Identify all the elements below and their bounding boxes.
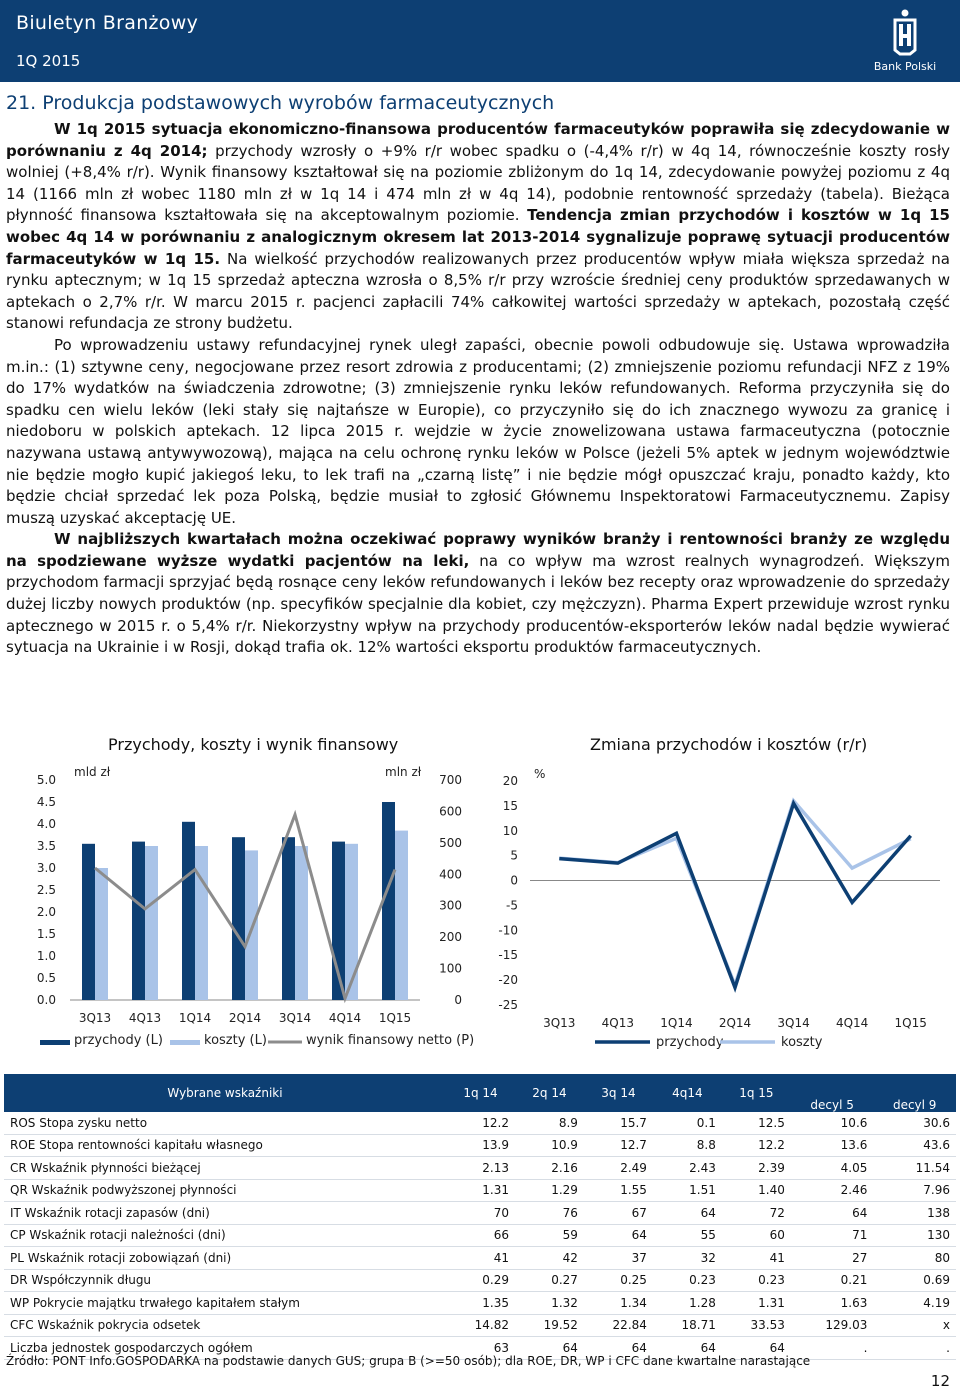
legend-swatch-koszty xyxy=(170,1040,200,1045)
indicator-value: 64 xyxy=(584,1224,653,1247)
indicator-value: 0.27 xyxy=(515,1269,584,1292)
legend-label-koszty: koszty xyxy=(781,1035,823,1050)
y-tick-left: 3.0 xyxy=(36,861,56,875)
chart-yoy-change xyxy=(480,750,950,1070)
y-tick: 0 xyxy=(510,873,518,888)
legend-swatch-przychody xyxy=(40,1040,70,1045)
y-tick-left: 4.0 xyxy=(36,817,56,831)
indicator-value: 72 xyxy=(722,1202,791,1225)
indicator-value: 8.9 xyxy=(515,1112,584,1134)
article-body xyxy=(6,119,950,659)
paragraph xyxy=(6,119,950,335)
table-row xyxy=(4,1179,956,1202)
x-tick-label: 3Q14 xyxy=(777,1016,810,1030)
indicator-value: 12.2 xyxy=(446,1112,515,1134)
y-tick-right: 300 xyxy=(439,898,462,913)
indicator-value: 1.51 xyxy=(653,1179,722,1202)
chart2-title: Zmiana przychodów i kosztów (r/r) xyxy=(590,735,868,754)
y-tick: -15 xyxy=(498,948,518,963)
text-run: Na wielkość przychodów realizowanych przez producentów wpływ miała większa sprzedaż na rynku aptecznym; w 1q 15 sprzedaż apteczna wzrosła o 8,5% r/r przy wzroście średniej ceny produktów sprzedawanych w aptekach o 2,7% r/r. W marcu 2015 r. pacjenci zapłacili 74% całkowitej wartości sprzedaży w aptekach, pozostałą część stanowi refundacja ze strony budżetu. xyxy=(6,249,950,333)
y-tick-right: 400 xyxy=(439,867,462,882)
indicator-name: WP Pokrycie majątku trwałego kapitałem stałym xyxy=(4,1292,446,1315)
line-koszty xyxy=(559,801,910,985)
indicator-name: CR Wskaźnik płynności bieżącej xyxy=(4,1157,446,1180)
indicator-value: 4.19 xyxy=(873,1292,956,1315)
indicator-name: ROS Stopa zysku netto xyxy=(4,1112,446,1134)
indicator-value: 13.9 xyxy=(446,1134,515,1157)
bank-name: Bank Polski xyxy=(873,60,937,73)
indicator-name: CP Wskaźnik rotacji należności (dni) xyxy=(4,1224,446,1247)
indicator-name: DR Współczynnik długu xyxy=(4,1269,446,1292)
x-tick-label: 3Q13 xyxy=(78,1011,112,1025)
indicator-value: 70 xyxy=(446,1202,515,1225)
indicator-value: 4.05 xyxy=(791,1157,874,1180)
indicator-value: 1.34 xyxy=(584,1292,653,1315)
x-tick-label: 2Q14 xyxy=(718,1016,752,1030)
indicator-value: 41 xyxy=(446,1247,515,1270)
y-tick-left: 2.5 xyxy=(36,883,56,897)
bar-przychody xyxy=(282,837,295,1000)
indicator-value: 64 xyxy=(722,1337,791,1360)
indicator-value: 10.9 xyxy=(515,1134,584,1157)
y-tick-right: 700 xyxy=(439,773,462,787)
indicator-value: 2.46 xyxy=(791,1179,874,1202)
indicator-value: 0.21 xyxy=(791,1269,874,1292)
bulletin-period: 1Q 2015 xyxy=(16,52,81,70)
paragraph xyxy=(6,335,950,529)
bar-koszty xyxy=(195,846,208,1000)
indicator-value: 1.35 xyxy=(446,1292,515,1315)
text-run: Po wprowadzeniu ustawy refundacyjnej rynek uległ zapaści, obecnie powoli odbudowuje się. Ustawa wprowadziła m.in.: (1) sztywne ceny, negocjowane przez resort zdrowia z producentami; (2) zmniejszenie poziomu refundacji NFZ z 19% do 17% wydatków na świadczenia zdrowotne; (3) zmniejszenie rynku leków refundowanych. Reforma przyczyniła się do spadku cen wielu leków (leki stały się najtańsze w Europie), co przyczyniło się do ich znacznego wywozu za granicę i niedoboru w polskich aptekach. 12 lipca 2015 r. wejdzie w życie znowelizowana ustawa farmaceutyczna (potocznie nazywana ustawą antywywozową), mająca na celu ochronę rynku leków w Polsce (jeżeli 5% aptek w jednym województwie nie będzie mogło kupić jakiegoś leku, to lek trafi na „czarną listę” i nie będzie mógł opuszczać kraju, ponadto każdy, kto będzie chciał sprzedać lek poza Polską, będzie musiał to zgłosić Głównemu Inspektoratowi Farmaceutycznemu. Zapisy muszą uzyskać akceptację UE. xyxy=(6,335,950,527)
indicator-value: 64 xyxy=(515,1337,584,1360)
x-tick-label: 3Q14 xyxy=(278,1011,312,1025)
indicator-value: 32 xyxy=(653,1247,722,1270)
indicator-value: 43.6 xyxy=(873,1134,956,1157)
table-row xyxy=(4,1292,956,1315)
y-tick-right: 600 xyxy=(439,804,462,819)
indicator-value: 41 xyxy=(722,1247,791,1270)
bulletin-title: Biuletyn Branżowy xyxy=(16,12,199,34)
indicator-value: 30.6 xyxy=(873,1112,956,1134)
indicator-value: 0.25 xyxy=(584,1269,653,1292)
right-unit-label: mln zł xyxy=(385,765,422,779)
column-header: 2q 14 xyxy=(515,1074,584,1112)
indicator-value: 71 xyxy=(791,1224,874,1247)
bold-text: W 1q 2015 sytuacja ekonomiczno-finansowa producentów farmaceutyków poprawiła się zdecydowanie w porównaniu z 4q 2014; xyxy=(6,120,950,160)
indicator-value: 63 xyxy=(446,1337,515,1360)
y-tick-left: 3.5 xyxy=(36,839,56,853)
indicator-value: 138 xyxy=(873,1202,956,1225)
indicator-value: 15.7 xyxy=(584,1112,653,1134)
table-row xyxy=(4,1112,956,1134)
x-tick-label: 1Q14 xyxy=(660,1016,693,1030)
column-header: 1q 15 xyxy=(722,1074,791,1112)
x-tick-label: 4Q14 xyxy=(328,1011,362,1025)
bar-przychody xyxy=(132,842,145,1000)
column-header: 4q14 xyxy=(653,1074,722,1112)
indicators-table xyxy=(4,1074,956,1360)
bar-koszty xyxy=(395,831,408,1000)
indicator-value: 18.71 xyxy=(653,1314,722,1337)
legend-label-przychody: przychody xyxy=(656,1035,724,1050)
section-title: 21. Produkcja podstawowych wyrobów farmaceutycznych xyxy=(6,92,555,114)
indicator-value: 0.29 xyxy=(446,1269,515,1292)
indicator-value: 0.23 xyxy=(722,1269,791,1292)
indicator-value: 2.39 xyxy=(722,1157,791,1180)
indicator-value: 33.53 xyxy=(722,1314,791,1337)
bar-przychody xyxy=(232,837,245,1000)
y-tick-right: 500 xyxy=(439,835,462,850)
x-tick-label: 3Q13 xyxy=(543,1016,576,1030)
bar-koszty xyxy=(345,844,358,1000)
table-row xyxy=(4,1202,956,1225)
x-tick-label: 1Q15 xyxy=(894,1016,927,1030)
indicator-value: 55 xyxy=(653,1224,722,1247)
column-header: decyl 5 xyxy=(791,1074,874,1112)
legend-label-koszty: koszty (L) xyxy=(204,1033,267,1048)
indicator-value: 12.5 xyxy=(722,1112,791,1134)
indicator-value: 64 xyxy=(791,1202,874,1225)
indicator-value: . xyxy=(791,1337,874,1360)
indicator-value: 1.28 xyxy=(653,1292,722,1315)
indicator-value: . xyxy=(873,1337,956,1360)
page-number: 12 xyxy=(930,1372,950,1390)
text-run: na co wpływ ma wzrost realnych wynagrodzeń. Większym przychodom farmacji sprzyjać będą rosnące ceny leków refundowanych i leków bez recepty oraz wprowadzenie do sprzedaży dużej liczby nowych produktów (np. specyfików specjalnie dla kobiet, czy mężczyzn). Pharma Expert przewiduje wzrost rynku aptecznego w 2015 r. o 5,4% r/r. Niekorzystny wpływ na przychody producentów-eksporterów leków nadal będzie wywierać sytuacja na Ukrainie i w Rosji, dokąd trafia ok. 12% wartości eksportu produktów farmaceutycznych. xyxy=(6,551,950,657)
y-tick: 5 xyxy=(510,848,518,863)
indicator-value: 1.55 xyxy=(584,1179,653,1202)
column-header: Wybrane wskaźniki xyxy=(4,1074,446,1112)
bold-text: W najbliższych kwartałach można oczekiwać poprawy wyników branży i rentowności branży ze względu na spodziewane wyższe wydatki pacjentów na leki, xyxy=(6,530,950,570)
x-tick-label: 4Q13 xyxy=(601,1016,635,1030)
y-tick: -5 xyxy=(506,898,518,913)
indicator-name: Liczba jednostek gospodarczych ogółem xyxy=(4,1337,446,1360)
indicator-value: 1.31 xyxy=(446,1179,515,1202)
indicator-name: ROE Stopa rentowności kapitału własnego xyxy=(4,1134,446,1157)
y-tick-left: 2.0 xyxy=(36,905,56,919)
indicator-value: 37 xyxy=(584,1247,653,1270)
indicator-value: 13.6 xyxy=(791,1134,874,1157)
table-row xyxy=(4,1224,956,1247)
indicator-value: 1.32 xyxy=(515,1292,584,1315)
table-header-row xyxy=(4,1074,956,1112)
bank-logo xyxy=(868,6,942,78)
y-tick-right: 100 xyxy=(439,961,462,976)
indicator-value: 0.23 xyxy=(653,1269,722,1292)
indicator-value: 60 xyxy=(722,1224,791,1247)
chart-revenue-costs-result xyxy=(0,750,480,1070)
table-row xyxy=(4,1314,956,1337)
indicator-name: PL Wskaźnik rotacji zobowiązań (dni) xyxy=(4,1247,446,1270)
legend-label-wynik: wynik finansowy netto (P) xyxy=(306,1033,475,1048)
indicator-value: 129.03 xyxy=(791,1314,874,1337)
indicator-value: 1.29 xyxy=(515,1179,584,1202)
y-tick: 20 xyxy=(502,774,518,788)
paragraph xyxy=(6,529,950,659)
indicator-value: 27 xyxy=(791,1247,874,1270)
indicator-value: 66 xyxy=(446,1224,515,1247)
y-tick-left: 5.0 xyxy=(36,773,56,787)
indicator-value: 2.13 xyxy=(446,1157,515,1180)
y-tick: -20 xyxy=(498,973,518,988)
indicator-value: 1.31 xyxy=(722,1292,791,1315)
indicator-value: 2.43 xyxy=(653,1157,722,1180)
y-tick-left: 1.0 xyxy=(36,949,56,963)
column-header: 3q 14 xyxy=(584,1074,653,1112)
indicator-value: 64 xyxy=(653,1202,722,1225)
indicator-value: 11.54 xyxy=(873,1157,956,1180)
column-header: 1q 14 xyxy=(446,1074,515,1112)
indicator-value: 59 xyxy=(515,1224,584,1247)
indicator-value: 80 xyxy=(873,1247,956,1270)
bank-logo-icon xyxy=(868,6,942,60)
y-tick-left: 0.5 xyxy=(36,971,56,985)
source-note: Źródło: PONT Info.GOSPODARKA na podstawie danych GUS; grupa B (>=50 osób); dla ROE, DR, WP i CFC dane kwartalne narastające xyxy=(6,1354,811,1368)
table-row xyxy=(4,1247,956,1270)
indicator-value: 19.52 xyxy=(515,1314,584,1337)
y-tick-right: 200 xyxy=(439,930,462,945)
indicator-value: 67 xyxy=(584,1202,653,1225)
indicator-value: x xyxy=(873,1314,956,1337)
y-tick: 15 xyxy=(502,798,518,813)
legend-label-przychody: przychody (L) xyxy=(74,1033,163,1048)
indicator-value: 8.8 xyxy=(653,1134,722,1157)
x-tick-label: 4Q13 xyxy=(128,1011,162,1025)
indicator-value: 14.82 xyxy=(446,1314,515,1337)
y-tick-left: 1.5 xyxy=(36,927,56,941)
bar-koszty xyxy=(295,846,308,1000)
y-tick: -10 xyxy=(498,923,518,938)
table-row xyxy=(4,1269,956,1292)
indicator-value: 64 xyxy=(584,1337,653,1360)
bar-przychody xyxy=(182,822,195,1000)
indicator-value: 0.1 xyxy=(653,1112,722,1134)
y-tick: 10 xyxy=(502,823,518,838)
left-unit-label: mld zł xyxy=(74,765,111,779)
indicator-value: 12.7 xyxy=(584,1134,653,1157)
x-tick-label: 1Q15 xyxy=(378,1011,412,1025)
indicator-value: 2.16 xyxy=(515,1157,584,1180)
y-tick-right: 0 xyxy=(454,993,462,1007)
chart1-title: Przychody, koszty i wynik finansowy xyxy=(108,735,399,754)
bar-koszty xyxy=(145,846,158,1000)
indicator-name: CFC Wskaźnik pokrycia odsetek xyxy=(4,1314,446,1337)
indicator-value: 64 xyxy=(653,1337,722,1360)
indicator-value: 12.2 xyxy=(722,1134,791,1157)
x-tick-label: 1Q14 xyxy=(178,1011,212,1025)
bar-przychody xyxy=(82,844,95,1000)
indicator-value: 2.49 xyxy=(584,1157,653,1180)
indicator-value: 10.6 xyxy=(791,1112,874,1134)
text-run: przychody wzrosły o +9% r/r wobec spadku o (-4,4% r/r) w 4q 14, równocześnie koszty rosły wolniej (+8,4% r/r). Wynik finansowy kształtował się na poziomie zbliżonym do 1q 14, zdecydowanie powyżej poziomu z 4q 14 (1166 mln zł wobec 1180 mln zł w 1q 14 i 474 mln zł w 4q 14), podobnie rentowność sprzedaży (tabela). Bieżąca płynność finansowa kształtowała się na akceptowalnym poziomie. xyxy=(6,141,950,225)
indicator-value: 22.84 xyxy=(584,1314,653,1337)
table-row xyxy=(4,1134,956,1157)
column-header: decyl 9 xyxy=(873,1074,956,1112)
line-przychody xyxy=(559,803,910,987)
bar-koszty xyxy=(95,868,108,1000)
indicator-name: QR Wskaźnik podwyższonej płynności xyxy=(4,1179,446,1202)
indicator-name: IT Wskaźnik rotacji zapasów (dni) xyxy=(4,1202,446,1225)
table-row xyxy=(4,1157,956,1180)
indicator-value: 76 xyxy=(515,1202,584,1225)
y-tick-left: 4.5 xyxy=(36,795,56,809)
indicator-value: 130 xyxy=(873,1224,956,1247)
indicator-value: 0.69 xyxy=(873,1269,956,1292)
indicator-value: 1.40 xyxy=(722,1179,791,1202)
page-header xyxy=(0,0,960,82)
x-tick-label: 4Q14 xyxy=(835,1016,869,1030)
x-tick-label: 2Q14 xyxy=(228,1011,262,1025)
indicator-value: 42 xyxy=(515,1247,584,1270)
indicator-value: 1.63 xyxy=(791,1292,874,1315)
indicator-value: 7.96 xyxy=(873,1179,956,1202)
unit-label: % xyxy=(534,767,546,781)
y-tick: -25 xyxy=(498,998,518,1012)
bold-text: Tendencja zmian przychodów i kosztów w 1q 15 wobec 4q 14 w porównaniu z analogicznym okresem lat 2013-2014 sygnalizuje poprawę sytuacji producentów farmaceutyków w 1q 15. xyxy=(6,206,950,268)
y-tick-left: 0.0 xyxy=(36,993,56,1007)
